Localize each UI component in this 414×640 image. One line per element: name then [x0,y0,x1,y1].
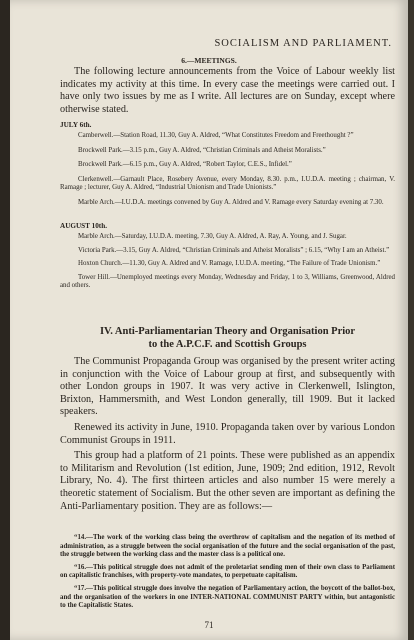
august-block [60,222,395,291]
meeting-entry: Camberwell.—Station Road, 11.30, Guy A. Aldred, “What Constitutes Freedom and Freethought ?” [78,132,354,139]
chapter-heading-line-2: to the A.P.C.F. and Scottish Groups [148,338,307,350]
paragraph-2: Renewed its activity in June, 1910. Propaganda taken over by various London Communist Groups in 1911. [60,421,395,446]
quoted-article: “17.—This political struggle does involve the negation of Parliamentary action, the boycott of the ballot-box, and the organisation of the workers in one INTER-NATIONAL COMMUNIST PARTY within, but antagonistic to the Capitalistic States. [60,584,395,610]
chapter-heading-line-1: IV. Anti-Parliamentarian Theory and Organisation Prior [99,326,356,337]
paragraph-3: This group had a platform of 21 points. These were published as an appendix to Militarism and Revolution (1st edition, June, 1909; 2nd edition, 1912, Revolt Library, No. 4). The first thirteen articles and also number 15 were merely a theoretic statement of Socialism. But the other seven are important as defining the Anti-Parliamentary position. They are as follows:— [60,450,395,512]
quote-block [60,534,395,611]
meeting-entry: Brockwell Park.—3.15 p.m., Guy A. Aldred, “Christian Criminals and Atheist Moralists.” [78,146,326,154]
page-edge-shadow [408,0,414,640]
quoted-article: “16.—This political struggle does not admit of the proletariat sending men of their own class to Parliament on capitalistic franchises, with property-vote mandates, to perpetuate capitalism. [60,563,395,580]
book-spine [0,0,10,640]
book-page [10,0,408,640]
date-heading-august: AUGUST 10th. [60,222,107,230]
intro-block [60,66,395,116]
section-title: 6.—MEETINGS. [181,56,237,65]
meeting-entry: Tower Hill.—Unemployed meetings every Monday, Wednesday and Friday, 1 to 3, Williams, Greenwood, Aldred and others. [60,273,395,290]
date-heading-july: JULY 6th. [60,121,92,129]
meeting-entry: Marble Arch.—Saturday, I.U.D.A. meeting, 7.30, Guy A. Aldred, A. Ray, A. Young, and J. Sugar. [78,233,347,240]
running-head: SOCIALISM AND PARLIAMENT. [214,38,392,49]
quoted-article: “14.—The work of the working class being the overthrow of capitalism and the negation of its method of administration, as a struggle between the social organisation of the future and the social organisation of the past, the struggle between the working class and the master class is a political one. [60,534,395,559]
july-block [60,121,395,208]
meeting-entry: Clerkenwell.—Garnault Place, Rosebery Avenue, every Monday, 8.30. p.m., I.U.D.A. meeting ; chairman, V. Ramage ; lecturer, Guy A. Aldred, “Industrial Unionism and Trade Unionists.” [60,175,395,192]
meeting-entry: Hoxton Church.—11.30, Guy A. Aldred and V. Ramage, I.U.D.A. meeting, “The Failure of Trade Unionism.” [78,260,381,268]
intro-paragraph: The following lecture announcements from the Voice of Labour weekly list indicates my activity at this time. In every case the meetings were carried out. I have only two issues by me as I write. All lectures are on Sunday, except where otherwise stated. [60,66,395,115]
paragraph-1: The Communist Propaganda Group was organised by the present writer acting in conjunction with the Voice of Labour group at first, and subsequently with other London groups in 1907. It was very active in Clerkenwell, Islington, Brixton, Hammersmith, and West London generally, till 1909. But it lacked speakers. [60,356,395,418]
meeting-entry: Victoria Park.—3.15, Guy A. Aldred, “Christian Criminals and Atheist Moralists” ; 6.15, “Why I am an Atheist.” [78,246,390,254]
chapter-heading [60,326,395,351]
main-text [60,356,395,513]
page-number: 71 [204,620,214,630]
meeting-entry: Brockwell Park.—6.15 p.m., Guy A. Aldred, “Robert Taylor, C.E.S., Infidel.” [78,161,292,169]
meeting-entry: Marble Arch.—I.U.D.A. meetings convened by Guy A. Aldred and V. Ramage every Saturday evening at 7.30. [78,198,384,206]
